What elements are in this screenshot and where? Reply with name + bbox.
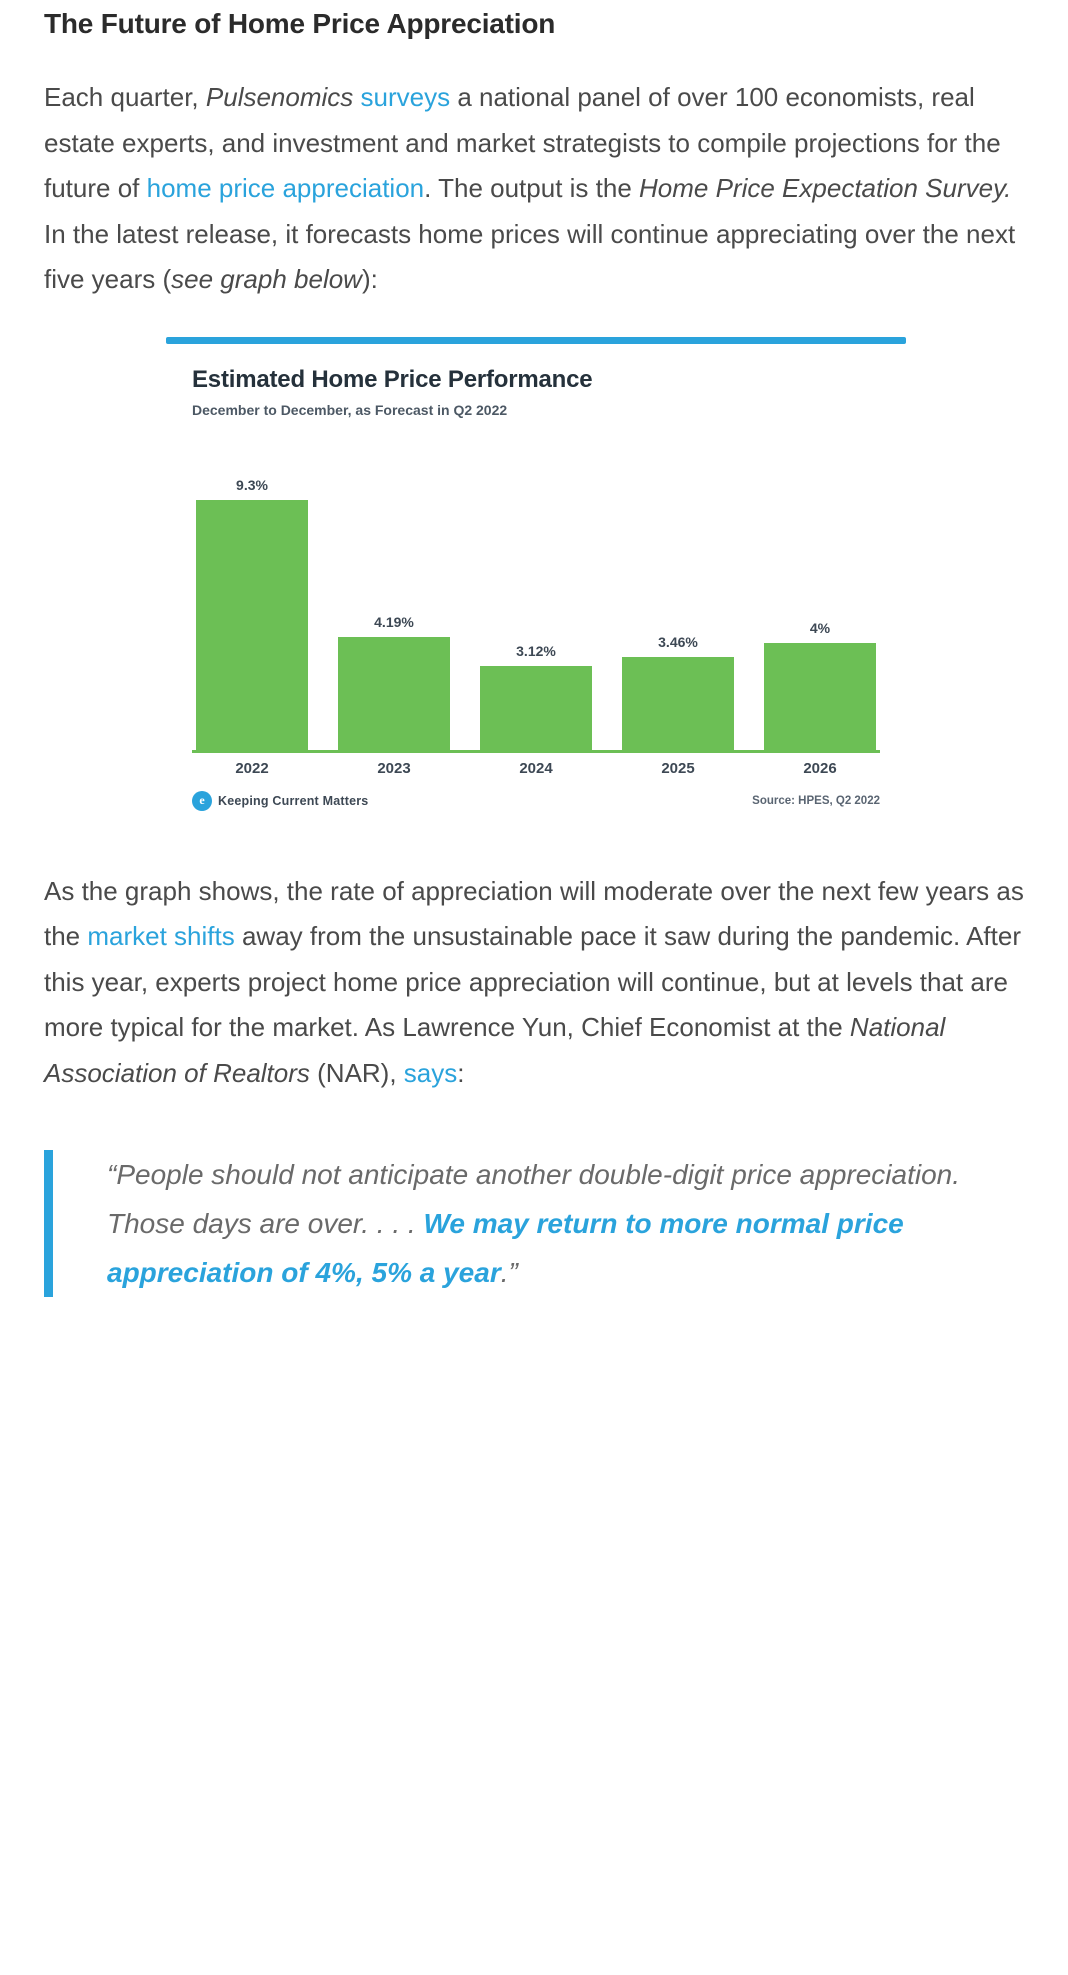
bar-column bbox=[196, 440, 308, 750]
bar-value-label: 4.19% bbox=[374, 613, 414, 630]
bar-series bbox=[192, 440, 880, 750]
chart-source: Source: HPES, Q2 2022 bbox=[752, 794, 880, 807]
link-market-shifts[interactable]: market shifts bbox=[87, 921, 235, 951]
text-segment: Each quarter, bbox=[44, 82, 206, 112]
chart-footer bbox=[192, 791, 880, 817]
emphasis-see-graph: see graph below bbox=[171, 264, 362, 294]
emphasis-pulsenomics: Pulsenomics bbox=[205, 82, 354, 112]
page-title: The Future of Home Price Appreciation bbox=[44, 8, 556, 39]
accent-bar bbox=[166, 337, 906, 344]
pull-quote bbox=[44, 1150, 1028, 1297]
text-segment: away from the unsustainable pace it saw during the pandemic. After this year, experts project home price appreciation will continue, but at levels that are more typical for the market. As Lawrence Yun, Chief Economist at the bbox=[44, 921, 1021, 1042]
quote-emphasis: We may return to more normal price appreciation of 4%, 5% a year bbox=[107, 1208, 904, 1288]
brand-logo bbox=[192, 791, 368, 811]
bar bbox=[480, 666, 592, 750]
bar-value-label: 4% bbox=[809, 619, 831, 636]
x-axis-label: 2026 bbox=[803, 759, 837, 777]
chart-plot-area bbox=[192, 440, 880, 753]
bar bbox=[622, 657, 734, 750]
brand-name: Keeping Current Matters bbox=[218, 793, 369, 808]
text-segment: ): bbox=[361, 264, 378, 294]
bar-column bbox=[338, 440, 450, 750]
chart-subtitle: December to December, as Forecast in Q2 2022 bbox=[192, 401, 508, 418]
link-surveys[interactable]: surveys bbox=[360, 82, 451, 112]
intro-paragraph bbox=[44, 75, 1028, 303]
analysis-paragraph bbox=[44, 869, 1028, 1097]
article-page bbox=[0, 6, 1068, 1297]
x-axis-label: 2022 bbox=[235, 759, 269, 777]
x-axis-label: 2025 bbox=[661, 759, 695, 777]
bar bbox=[338, 637, 450, 750]
text-segment: In the latest release, it forecasts home prices will continue appreciating over the next five years ( bbox=[44, 218, 1016, 294]
bar-column bbox=[764, 440, 876, 750]
text-segment bbox=[353, 82, 360, 112]
text-segment: a national panel of over 100 economists, real estate experts, and investment and market strategists to compile projections for the future of bbox=[44, 82, 1001, 203]
quote-part-2: .” bbox=[500, 1257, 518, 1288]
bar-value-label: 3.46% bbox=[658, 633, 698, 650]
text-segment: : bbox=[457, 1057, 465, 1088]
bar-column bbox=[480, 440, 592, 750]
x-axis-label: 2023 bbox=[377, 759, 411, 777]
x-axis-label: 2024 bbox=[519, 759, 553, 777]
chart-figure bbox=[44, 337, 1028, 825]
bar-value-label: 3.12% bbox=[516, 642, 556, 659]
bar bbox=[196, 500, 308, 750]
text-segment: . The output is the bbox=[424, 173, 640, 203]
emphasis-survey-name: Home Price Expectation Survey. bbox=[639, 173, 1012, 203]
text-segment: (NAR), bbox=[309, 1057, 404, 1088]
chart-title: Estimated Home Price Performance bbox=[192, 365, 593, 393]
link-home-price-appreciation[interactable]: home price appreciation bbox=[146, 173, 425, 203]
bar bbox=[764, 643, 876, 750]
link-says[interactable]: says bbox=[403, 1057, 458, 1088]
emphasis-nar: National Association of Realtors bbox=[44, 1012, 946, 1088]
infographic-card bbox=[166, 337, 906, 825]
kcm-logo-icon: e bbox=[192, 791, 212, 811]
quote-text bbox=[107, 1150, 1028, 1297]
text-segment: As the graph shows, the rate of appreciation will moderate over the next few years as the bbox=[44, 875, 1024, 951]
bar-column bbox=[622, 440, 734, 750]
bar-value-label: 9.3% bbox=[236, 476, 268, 493]
quote-part-1: “People should not anticipate another double-digit price appreciation. Those days are over. . . . bbox=[107, 1159, 961, 1239]
x-axis-ticks bbox=[192, 760, 880, 777]
